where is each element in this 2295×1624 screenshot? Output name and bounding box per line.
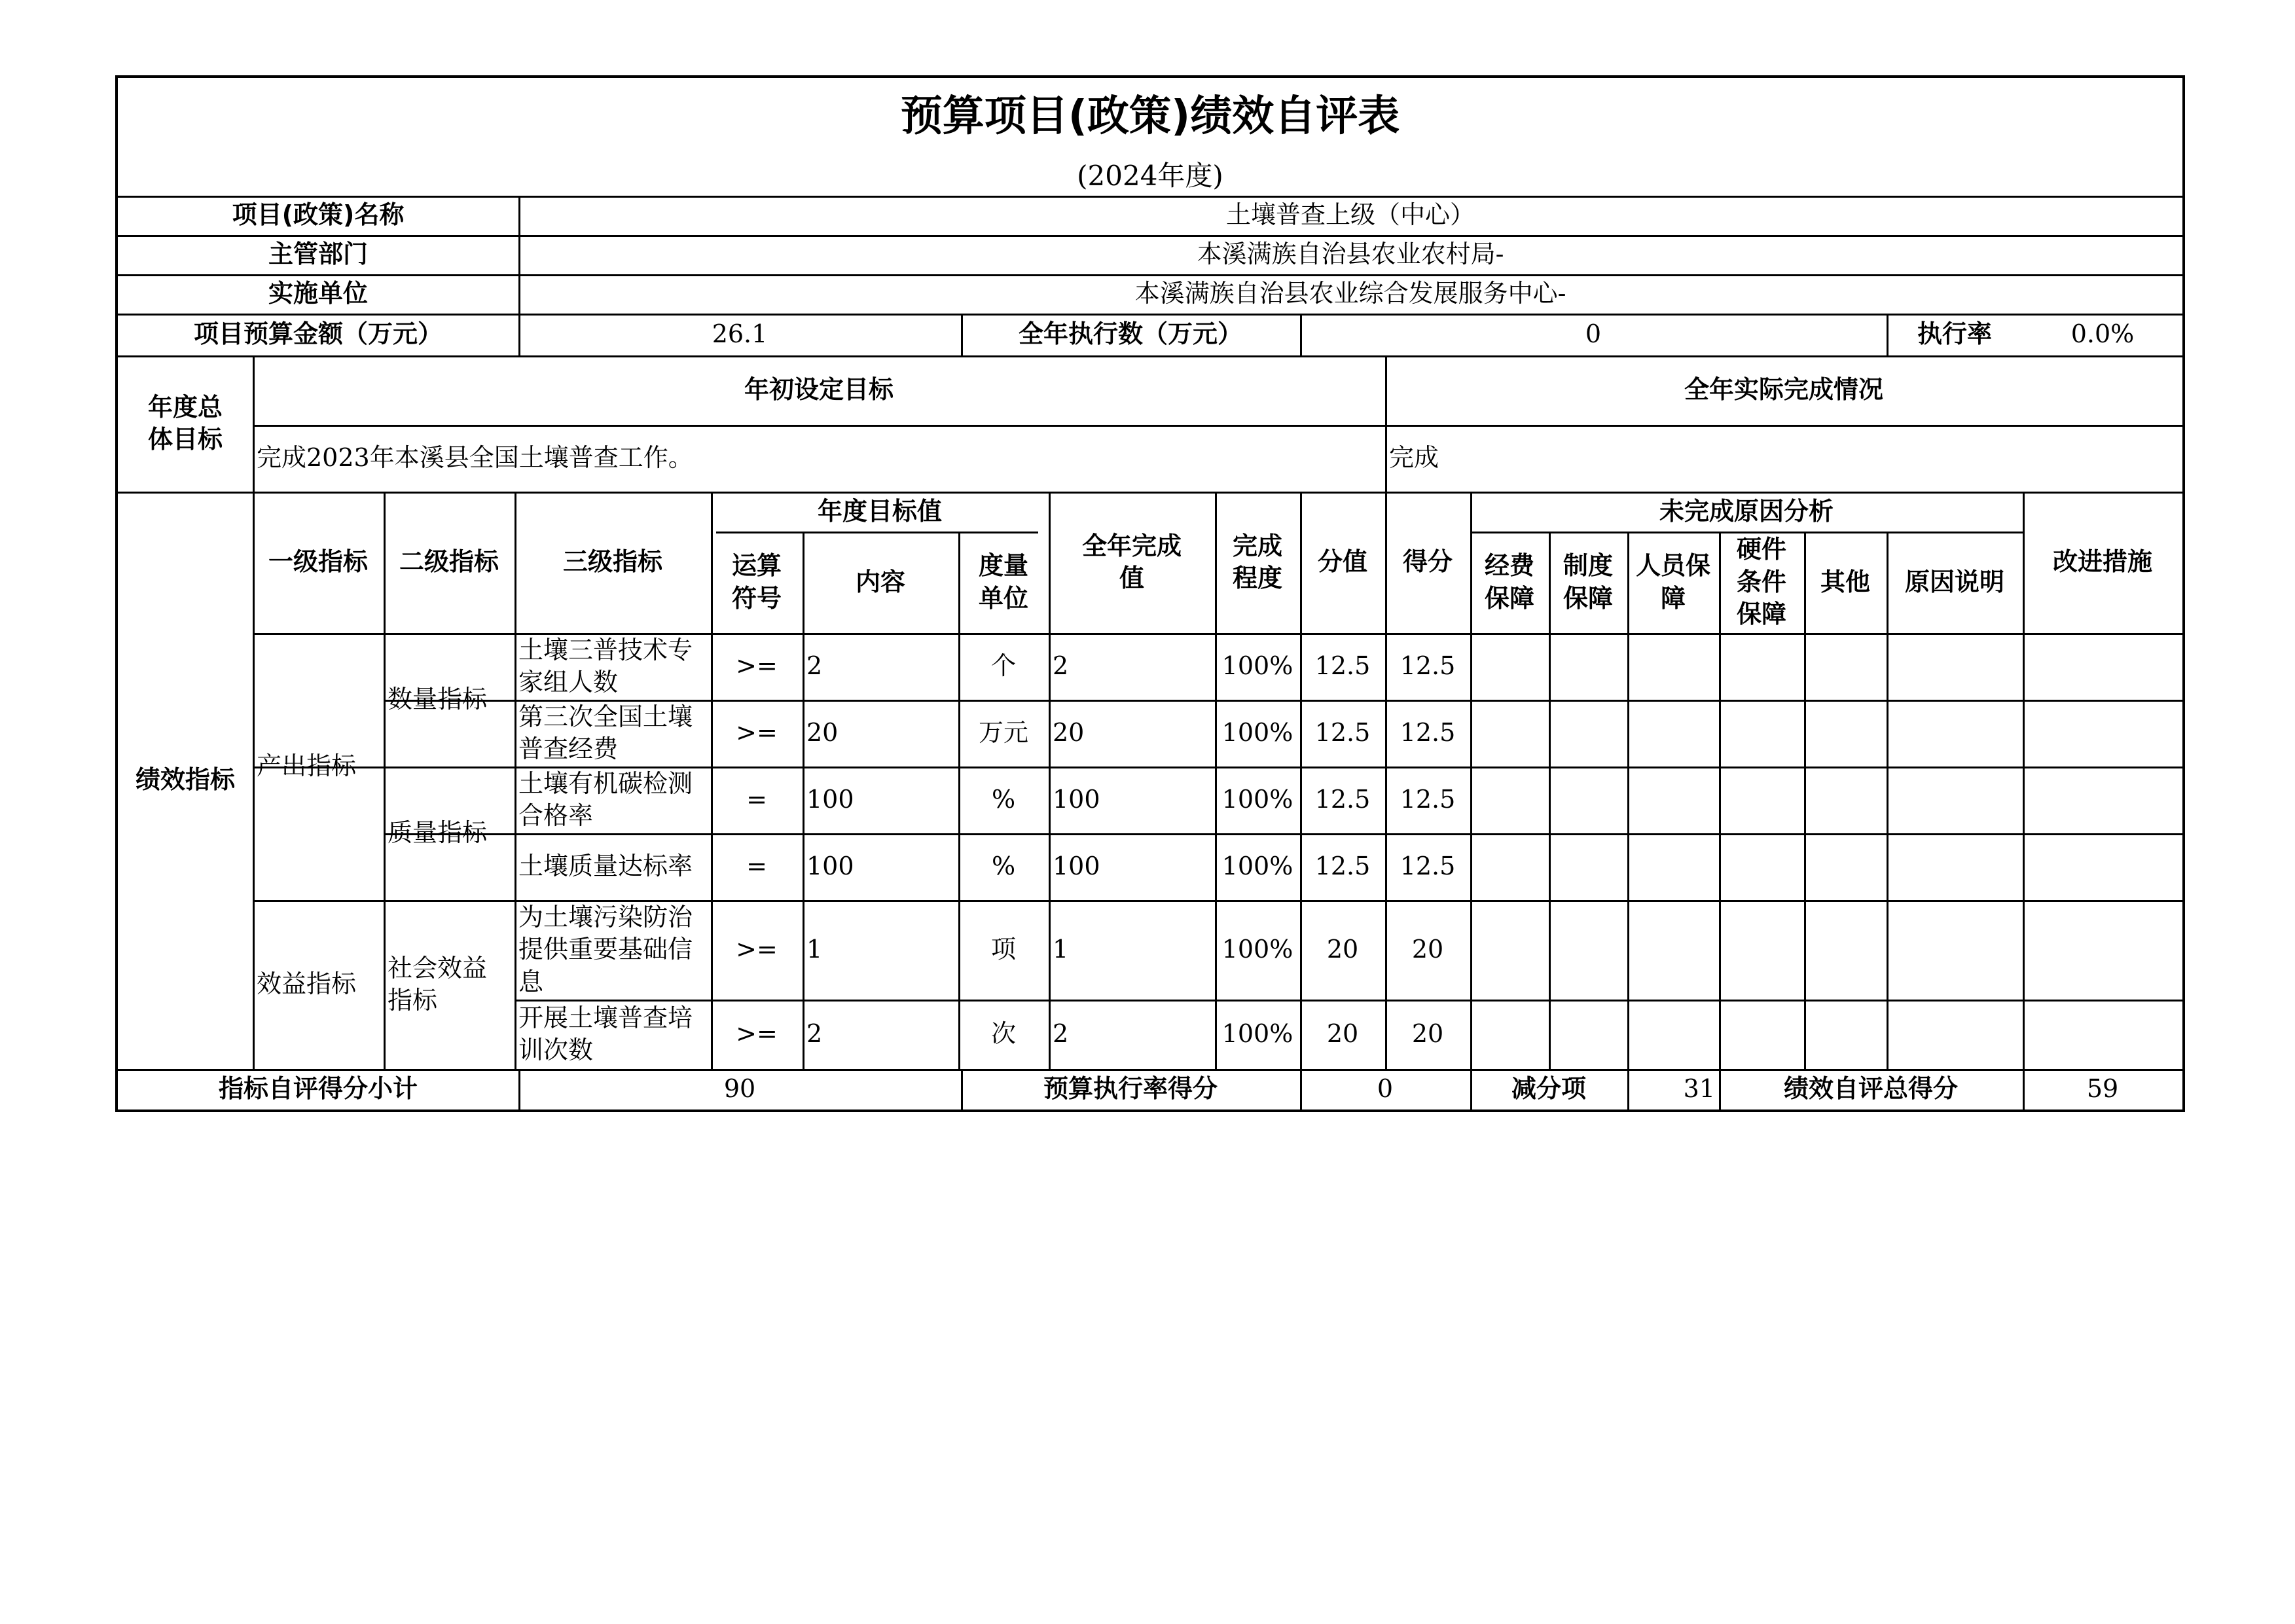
indicator-content: 100: [806, 785, 854, 814]
level2-header: 二级指标: [399, 547, 499, 577]
annual-goal-label: 年度总体目标: [147, 392, 223, 454]
indicator-degree: 100%: [1221, 935, 1293, 964]
indicator-actual: 2: [1053, 651, 1069, 681]
indicator-actual: 2: [1053, 1019, 1069, 1049]
indicator-content: 2: [806, 1019, 823, 1049]
indicator-unit: %: [991, 785, 1016, 814]
indicator-unit: 项: [990, 935, 1016, 964]
level1-header: 一级指标: [268, 547, 368, 577]
actual-completion-header: 全年实际完成情况: [1684, 375, 1883, 405]
deduction-value: 31: [1683, 1074, 1715, 1104]
unit-header: 度量单位: [978, 551, 1028, 613]
indicator-score: 12.5: [1400, 852, 1456, 881]
indicator-unit: 次: [990, 1019, 1016, 1049]
indicator-name: 第三次全国土壤普查经费: [518, 702, 693, 763]
indicator-score-value: 12.5: [1314, 852, 1371, 881]
reason-hardware-header: 硬件条件保障: [1736, 535, 1786, 629]
indicator-name: 土壤三普技术专家组人数: [518, 635, 693, 696]
execution-rate-value: 0.0%: [2070, 319, 2135, 349]
reason-funding-header: 经费保障: [1484, 551, 1534, 613]
indicator-score: 12.5: [1400, 785, 1456, 814]
operator-header: 运算符号: [731, 551, 782, 613]
report-year: (2024年度): [1077, 159, 1223, 192]
indicator-score: 20: [1411, 935, 1444, 964]
improvement-header: 改进措施: [2052, 547, 2152, 577]
project-name-value: 土壤普查上级（中心）: [1225, 200, 1475, 230]
implementing-unit-label: 实施单位: [268, 279, 368, 308]
total-score-label: 绩效自评总得分: [1783, 1074, 1958, 1104]
incomplete-reasons-header: 未完成原因分析: [1659, 496, 1834, 526]
indicator-operator: >=: [736, 1019, 778, 1049]
indicator-degree: 100%: [1221, 1019, 1293, 1049]
indicator-score-value: 12.5: [1314, 785, 1371, 814]
score-value-header: 分值: [1317, 547, 1367, 577]
department-value: 本溪满族自治县农业农村局-: [1197, 240, 1504, 269]
indicator-name: 开展土壤普查培训次数: [518, 1003, 693, 1064]
completion-degree-header: 完成程度: [1232, 531, 1282, 592]
indicator-operator: >=: [736, 935, 778, 964]
page-title: 预算项目(政策)绩效自评表: [900, 92, 1400, 141]
indicator-actual: 20: [1053, 718, 1085, 748]
indicator-name: 为土壤污染防治提供重要基础信息: [518, 902, 693, 996]
initial-goal-text: 完成2023年本溪县全国土壤普查工作。: [257, 443, 693, 473]
indicator-actual: 100: [1053, 785, 1100, 814]
implementing-unit-value: 本溪满族自治县农业综合发展服务中心-: [1134, 279, 1566, 308]
indicator-operator: =: [746, 852, 767, 881]
reason-explanation-header: 原因说明: [1904, 567, 2004, 596]
social-benefit-indicator-label: 社会效益指标: [388, 953, 488, 1015]
subtotal-value: 90: [723, 1074, 756, 1104]
indicator-score: 12.5: [1400, 651, 1456, 681]
initial-goal-header: 年初设定目标: [744, 375, 894, 405]
budget-amount-label: 项目预算金额（万元）: [193, 319, 443, 349]
score-header: 得分: [1402, 547, 1453, 577]
self-evaluation-table: [115, 75, 2185, 1112]
level3-header: 三级指标: [562, 547, 662, 577]
indicator-name: 土壤有机碳检测合格率: [518, 768, 693, 830]
budget-amount-value: 26.1: [712, 319, 768, 349]
indicator-degree: 100%: [1221, 785, 1293, 814]
indicator-score-value: 20: [1326, 1019, 1359, 1049]
indicator-score-value: 12.5: [1314, 718, 1371, 748]
reason-system-header: 制度保障: [1563, 551, 1613, 613]
indicator-unit: %: [991, 852, 1016, 881]
indicator-unit: 个: [990, 651, 1016, 681]
content-header: 内容: [855, 567, 905, 596]
indicator-score: 12.5: [1400, 718, 1456, 748]
indicator-content: 1: [806, 935, 823, 964]
annual-execution-label: 全年执行数（万元）: [1018, 319, 1242, 349]
indicator-content: 100: [806, 852, 854, 881]
indicator-score-value: 20: [1326, 935, 1359, 964]
indicator-operator: =: [746, 785, 767, 814]
indicator-score-value: 12.5: [1314, 651, 1371, 681]
actual-value-header: 全年完成值: [1081, 531, 1182, 592]
indicator-degree: 100%: [1221, 718, 1293, 748]
quality-indicator-label: 质量指标: [388, 818, 488, 848]
reason-other-header: 其他: [1820, 567, 1870, 596]
department-label: 主管部门: [268, 240, 368, 269]
annual-execution-value: 0: [1585, 319, 1602, 349]
indicator-unit: 万元: [978, 718, 1028, 748]
quantity-indicator-label: 数量指标: [388, 685, 488, 714]
total-score-value: 59: [2086, 1074, 2119, 1104]
indicator-operator: >=: [736, 718, 778, 748]
deduction-label: 减分项: [1511, 1074, 1586, 1104]
indicator-actual: 100: [1053, 852, 1100, 881]
indicator-operator: >=: [736, 651, 778, 681]
indicator-name: 土壤质量达标率: [518, 852, 693, 881]
execution-rate-label: 执行率: [1917, 319, 1992, 349]
indicator-degree: 100%: [1221, 852, 1293, 881]
indicator-score: 20: [1411, 1019, 1444, 1049]
indicator-actual: 1: [1053, 935, 1069, 964]
performance-indicators-label: 绩效指标: [135, 765, 235, 795]
indicator-content: 20: [806, 718, 839, 748]
indicator-degree: 100%: [1221, 651, 1293, 681]
reason-staff-header: 人员保障: [1635, 551, 1710, 613]
benefit-indicator-label: 效益指标: [257, 969, 357, 999]
project-name-label: 项目(政策)名称: [232, 200, 405, 230]
indicator-content: 2: [806, 651, 823, 681]
annual-target-header: 年度目标值: [817, 496, 942, 526]
subtotal-label: 指标自评得分小计: [218, 1074, 418, 1104]
actual-completion-text: 完成: [1389, 443, 1439, 473]
execution-score-value: 0: [1377, 1074, 1394, 1104]
execution-score-label: 预算执行率得分: [1043, 1074, 1218, 1104]
output-indicator-label: 产出指标: [257, 751, 357, 781]
